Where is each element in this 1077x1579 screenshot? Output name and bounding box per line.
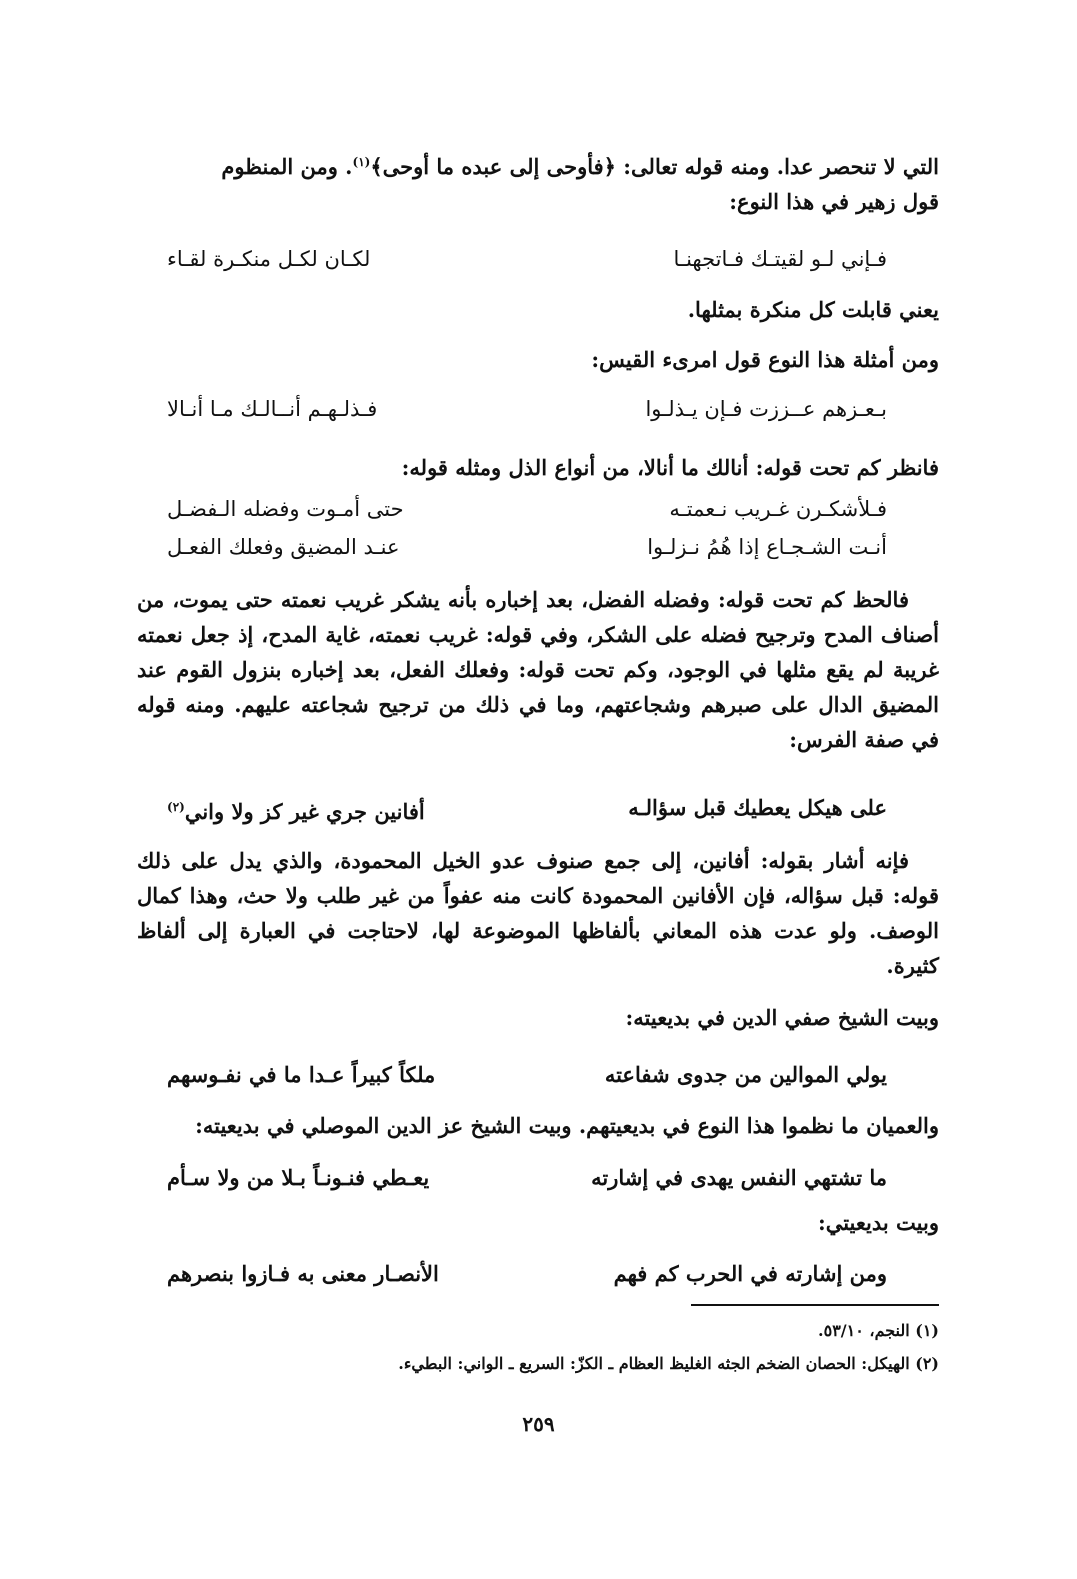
verse-first-hemistich: أنـت الشـجـاع إذا هُمُ نـزلـوا (647, 535, 887, 559)
verse-second-hemistich: يعـطي فنـونـاً بـلا من ولا سـأم (167, 1165, 430, 1190)
verse-first-hemistich: ومن إشارته في الحرب كم فهم (613, 1261, 887, 1286)
verse-line (167, 392, 887, 427)
verse-second-hemistich: لكـان لكـل منكـرة لقـاء (167, 247, 371, 271)
verse-first-hemistich: على هيكل يعطيك قبل سؤالـه (628, 795, 887, 820)
verse-line (167, 1160, 887, 1195)
verse-line (167, 1256, 887, 1291)
verse-second-hemistich: ملكاً كبيراً عـدا ما في نفـوسهم (167, 1062, 436, 1087)
paragraph-2: يعني قابلت كل منكرة بمثلها. (687, 297, 939, 322)
footnote-2: (٢) الهيكل: الحصان الضخم الجثه الغليظ العظام ـ الكزّ: السريع ـ الواني: البطيء. (398, 1354, 939, 1373)
page-number: ٢٥٩ (522, 1412, 555, 1436)
verse-second-hemistich: حتى أمـوت وفضله الـفضـل (167, 497, 404, 521)
paragraph-8: والعميان ما نظموا هذا النوع في بديعيتهم. وبيت الشيخ عز الدين الموصلي في بديعيته: (195, 1113, 939, 1138)
verse-line (167, 242, 887, 277)
footnote-ref-1[interactable]: (١) (352, 155, 371, 169)
verse-first-hemistich: فـإني لـو لقيتـك فـاتجهنـا (673, 247, 887, 271)
paragraph-3: ومن أمثلة هذا النوع قول امرىء القيس: (591, 347, 939, 372)
footnote-1: (١) النجم، ٥٣/١٠. (818, 1321, 939, 1340)
paragraph-6: فإنه أشار بقوله: أفانين، إلى جمع صنوف عدو الخيل المحمودة، والذي يدل على ذلك قوله: قبل سؤاله، فإن الأفانين المحمودة كانت منه عفواً من غير طلب ولا حث، وهذا كمال الوصف. ولو عدت هذه المعاني بألفاظها الموضوعة لها، لاحتاجت في العبارة إلى ألفاظ كثيرة. (137, 848, 939, 978)
paragraph-text: التي لا تنحصر عدا. ومنه قوله تعالى: ﴿فأوحى إلى عبده ما أوحى﴾ (370, 154, 939, 179)
footnote-divider (691, 1304, 939, 1306)
paragraph-5: فالحظ كم تحت قوله: وفضله الفضل، بعد إخباره بأنه يشكر غريب نعمته حتى يموت، من أصناف المدح وترجيح فضله على الشكر، وفي قوله: غريب نعمته، غاية المدح، إذ جعل نعمته غريبة لم يقع مثلها في الوجود، وكم تحت قوله: وفعلك الفعل، بعد إخباره بنزول القوم عند المضيق الدال على صبرهم وشجاعتهم، وما في ذلك من ترجيح شجاعته عليهم. ومنه قوله في صفة الفرس: (137, 587, 939, 752)
verse-first-hemistich: يولي الموالين من جدوى شفاعته (604, 1062, 887, 1087)
verse-second-hemistich: الأنصـار معنى به فـازوا بنصرهم (167, 1261, 439, 1286)
paragraph-text: . ومن المنظوم (221, 154, 353, 179)
verse-line (167, 492, 887, 527)
verse-line (167, 530, 887, 565)
paragraph-4: فانظر كم تحت قوله: أنالك ما أنالا، من أنواع الذل ومثله قوله: (401, 455, 939, 480)
verse-first-hemistich: بـعـزهم عــززت فـإن يـذلـوا (645, 397, 887, 421)
verse-text: أفانين جري غير كز ولا واني (184, 799, 425, 824)
verse-second-hemistich (167, 790, 507, 829)
paragraph-1 (137, 145, 939, 219)
verse-line (167, 1057, 887, 1092)
verse-first-hemistich: ما تشتهي النفس يهدى في إشارته (591, 1165, 887, 1190)
verse-second-hemistich: فـذلـهـم أنــالـك مـا أنـالا (167, 397, 378, 421)
paragraph-text: قول زهير في هذا النوع: (729, 189, 939, 214)
verse-first-hemistich: فـلأشكـرن غـريب نـعمتـه (669, 497, 887, 521)
verse-second-hemistich: عنـد المضيق وفعلك الفعـل (167, 535, 400, 559)
paragraph-7: وبيت الشيخ صفي الدين في بديعيته: (625, 1005, 939, 1030)
paragraph-9: وبيت بديعيتي: (817, 1210, 939, 1235)
verse-line (167, 790, 887, 829)
footnote-ref-2[interactable]: (٢) (167, 800, 185, 814)
